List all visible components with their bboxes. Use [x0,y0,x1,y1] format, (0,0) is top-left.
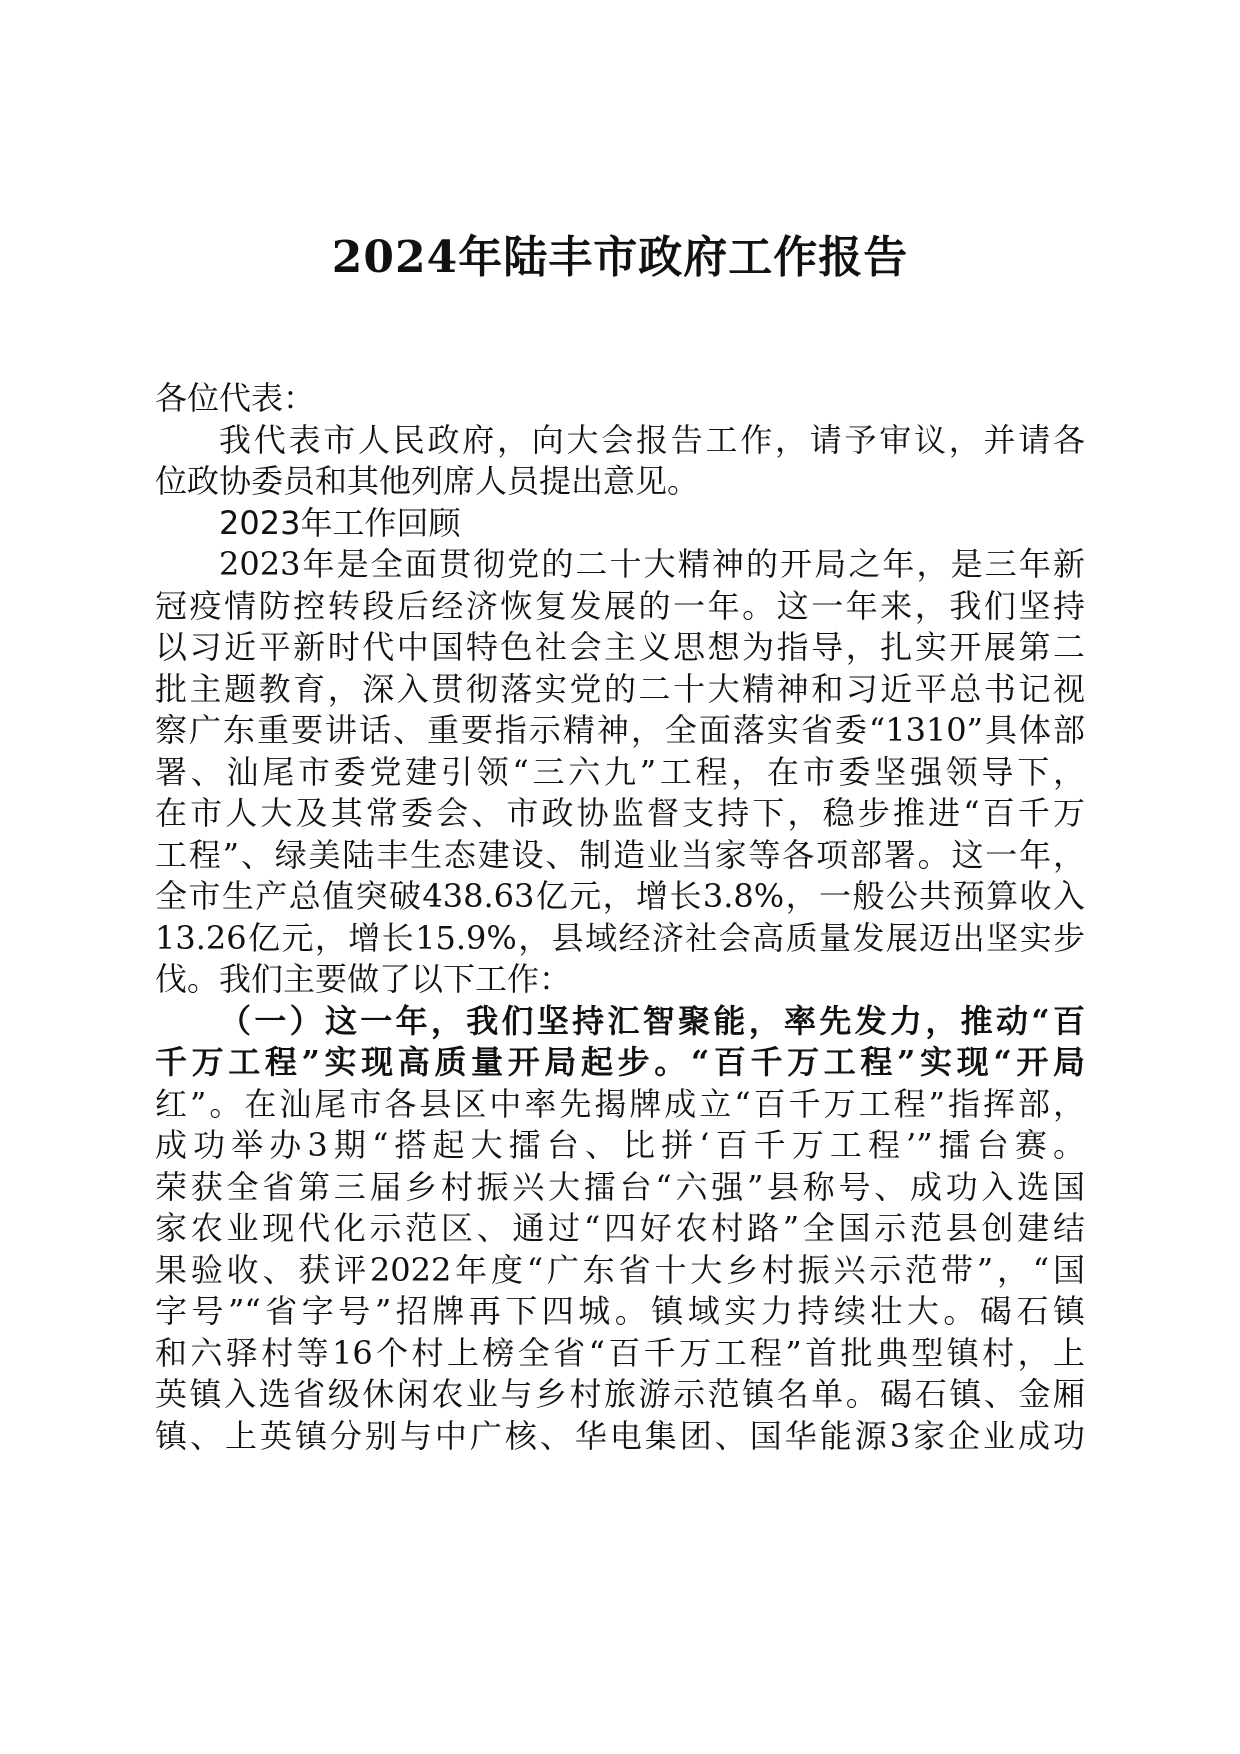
text-line: 13.26亿元，增长15.9%，县域经济社会高质量发展迈出坚实步 [155,918,1085,957]
text-line: 各位代表： [155,379,316,417]
subsection-heading-cont: 千万工程”实现高质量开局起步。“百千万工程”实现“开局 [155,1043,1085,1081]
text-line: 批主题教育，深入贯彻落实党的二十大精神和习近平总书记视 [155,669,1085,708]
document-body [155,378,1085,1457]
text-line: 工程”、绿美陆丰生态建设、制造业当家等各项部署。这一年， [155,835,1085,874]
text-line: 我代表市人民政府，向大会报告工作，请予审议，并请各 [219,420,1085,459]
text-line: 家农业现代化示范区、通过“四好农村路”全国示范县创建结 [155,1209,1085,1247]
text-line: 成功举办3期“搭起大擂台、比拼‘百千万工程’”擂台赛。 [155,1126,1085,1164]
text-line: 和六驿村等16个村上榜全省“百千万工程”首批典型镇村，上 [155,1333,1085,1372]
text-line: 镇、上英镇分别与中广核、华电集团、国华能源3家企业成功 [155,1416,1085,1455]
text-line: 察广东重要讲话、重要指示精神，全面落实省委“1310”具体部 [155,711,1085,749]
text-line: 位政协委员和其他列席人员提出意见。 [155,462,700,500]
text-line: 以习近平新时代中国特色社会主义思想为指导，扎实开展第二 [155,628,1085,666]
text-line: 字号”“省字号”招牌再下四城。镇域实力持续壮大。碣石镇 [155,1292,1085,1330]
document-title: 2024年陆丰市政府工作报告 [331,232,909,283]
text-line: 全市生产总值突破438.63亿元，增长3.8%，一般公共预算收入 [155,877,1085,915]
text-line: 荣获全省第三届乡村振兴大擂台“六强”县称号、成功入选国 [155,1167,1085,1206]
text-line: 冠疫情防控转段后经济恢复发展的一年。这一年来，我们坚持 [155,586,1085,625]
text-line: 红”。在汕尾市各县区中率先揭牌成立“百千万工程”指挥部， [155,1084,1085,1123]
section-heading: 2023年工作回顾 [219,503,461,542]
text-line: 在市人大及其常委会、市政协监督支持下，稳步推进“百千万 [155,794,1085,832]
text-line: 伐。我们主要做了以下工作： [155,960,572,998]
text-line: 2023年是全面贯彻党的二十大精神的开局之年，是三年新 [219,545,1085,583]
text-line: 署、汕尾市委党建引领“三六九”工程，在市委坚强领导下， [155,752,1085,791]
text-line: 果验收、获评2022年度“广东省十大乡村振兴示范带”，“国 [155,1250,1085,1289]
subsection-heading: （一）这一年，我们坚持汇智聚能，率先发力，推动“百 [219,1001,1085,1040]
text-line: 英镇入选省级休闲农业与乡村旅游示范镇名单。碣石镇、金厢 [155,1375,1085,1413]
